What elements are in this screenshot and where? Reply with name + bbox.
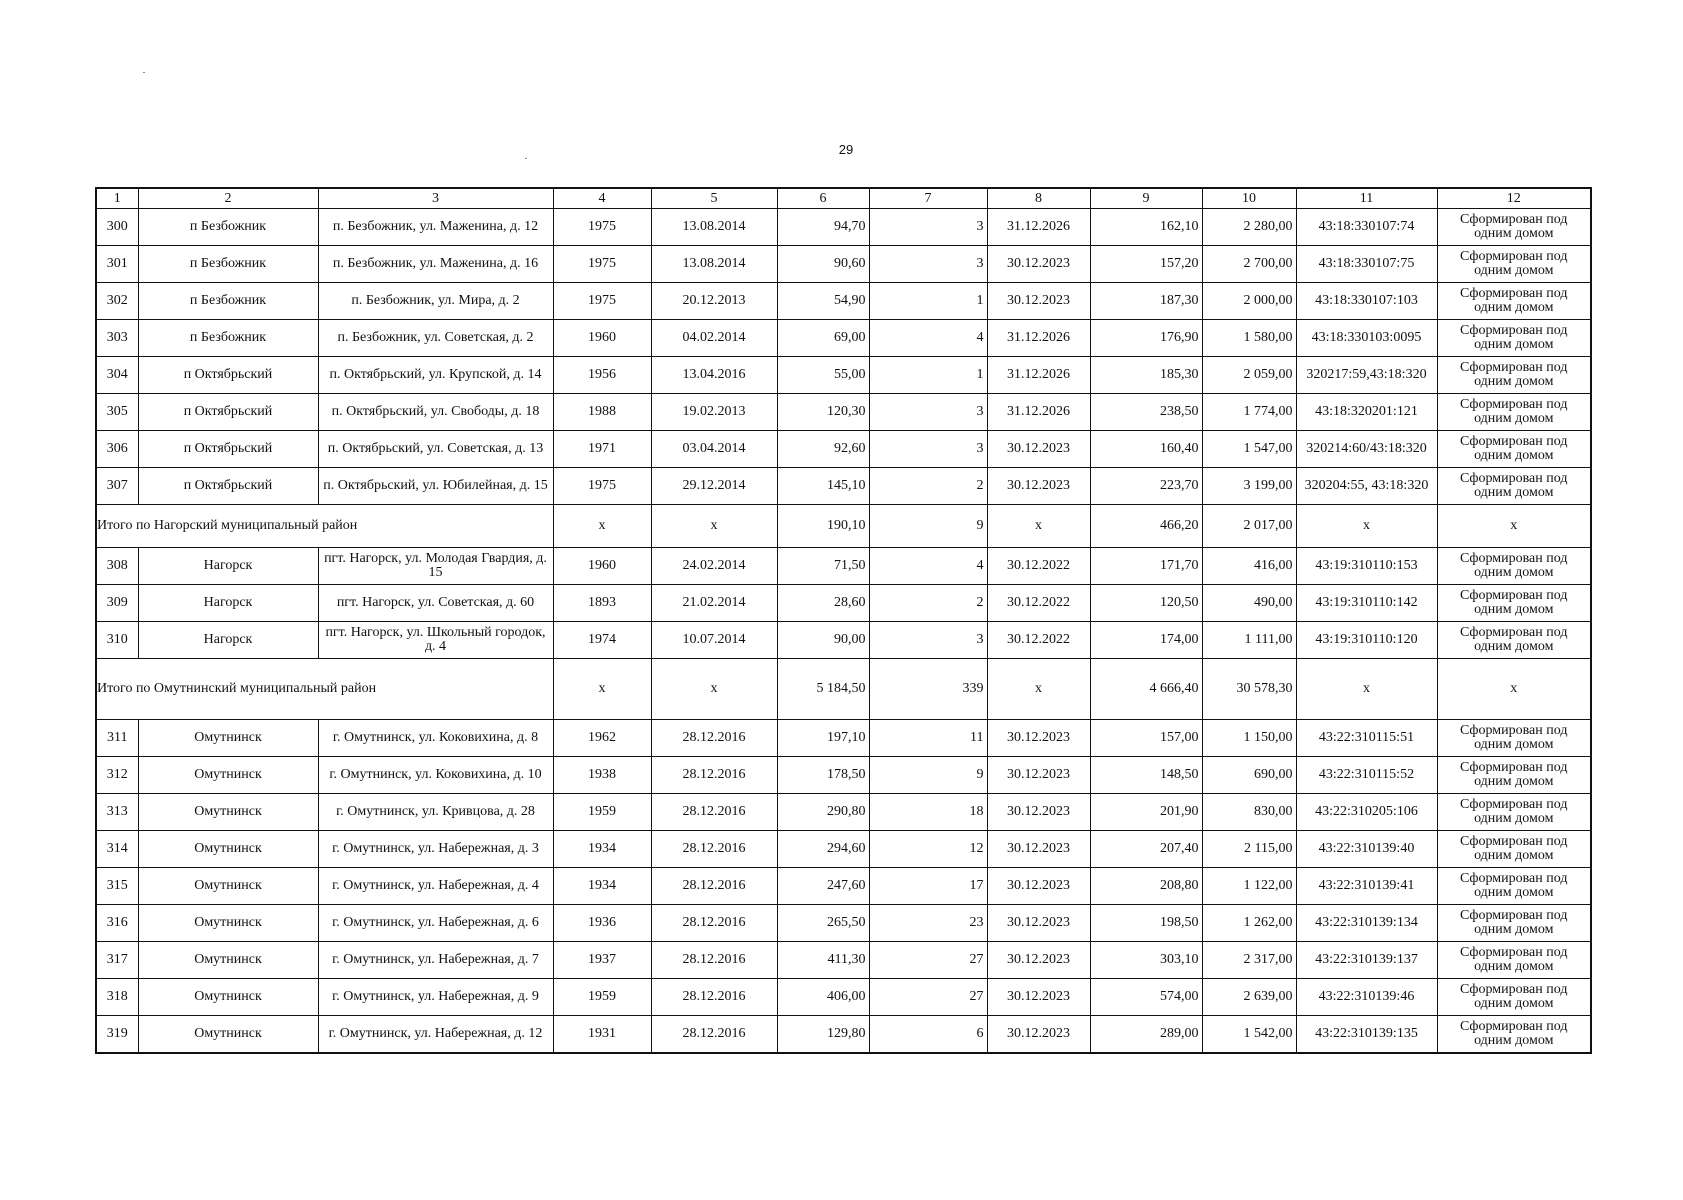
table-row: [96, 357, 1591, 394]
residents-cell: 2: [869, 468, 987, 505]
residents-cell: 1: [869, 357, 987, 394]
row-number-cell: 311: [96, 720, 138, 757]
table-row: [96, 622, 1591, 659]
row-number-cell: 309: [96, 585, 138, 622]
value-9-cell: 160,40: [1090, 431, 1202, 468]
column-number-10: 10: [1202, 188, 1296, 209]
value-9-cell: 157,20: [1090, 246, 1202, 283]
value-10-cell: 2 017,00: [1202, 505, 1296, 548]
row-number-cell: 305: [96, 394, 138, 431]
cadastral-number-cell: 43:22:310139:137: [1296, 942, 1437, 979]
value-10-cell: 2 280,00: [1202, 209, 1296, 246]
area-cell: 120,30: [777, 394, 869, 431]
settlement-cell: Омутнинск: [138, 831, 318, 868]
value-9-cell: 466,20: [1090, 505, 1202, 548]
date-cell: x: [651, 505, 777, 548]
table-row: [96, 283, 1591, 320]
residents-cell: 3: [869, 431, 987, 468]
table-row: [96, 831, 1591, 868]
table-row: [96, 905, 1591, 942]
residents-cell: 1: [869, 283, 987, 320]
residents-cell: 11: [869, 720, 987, 757]
land-status-cell: Сформирован под одним домом: [1437, 794, 1591, 831]
row-number-cell: 318: [96, 979, 138, 1016]
land-status-cell: Сформирован под одним домом: [1437, 468, 1591, 505]
year-cell: 1934: [553, 831, 651, 868]
date-cell: 21.02.2014: [651, 585, 777, 622]
date-cell: 19.02.2013: [651, 394, 777, 431]
settlement-cell: Омутнинск: [138, 720, 318, 757]
value-9-cell: 238,50: [1090, 394, 1202, 431]
value-9-cell: 148,50: [1090, 757, 1202, 794]
cadastral-number-cell: 43:22:310139:134: [1296, 905, 1437, 942]
table-row: [96, 979, 1591, 1016]
cadastral-number-cell: 43:18:330107:75: [1296, 246, 1437, 283]
housing-registry-table: [95, 187, 1592, 1054]
cadastral-number-cell: 43:22:310139:135: [1296, 1016, 1437, 1054]
date-cell: 13.08.2014: [651, 209, 777, 246]
date-cell: 29.12.2014: [651, 468, 777, 505]
subtotal-row: [96, 659, 1591, 720]
area-cell: 28,60: [777, 585, 869, 622]
year-cell: 1988: [553, 394, 651, 431]
value-10-cell: 2 639,00: [1202, 979, 1296, 1016]
row-number-cell: 315: [96, 868, 138, 905]
value-10-cell: 1 111,00: [1202, 622, 1296, 659]
settlement-cell: Омутнинск: [138, 979, 318, 1016]
residents-cell: 17: [869, 868, 987, 905]
column-number-9: 9: [1090, 188, 1202, 209]
date-cell: 28.12.2016: [651, 942, 777, 979]
row-number-cell: 308: [96, 548, 138, 585]
row-number-cell: 317: [96, 942, 138, 979]
cadastral-number-cell: x: [1296, 659, 1437, 720]
row-number-cell: 301: [96, 246, 138, 283]
date-cell: 28.12.2016: [651, 905, 777, 942]
cadastral-number-cell: 43:18:330107:74: [1296, 209, 1437, 246]
area-cell: 406,00: [777, 979, 869, 1016]
value-9-cell: 174,00: [1090, 622, 1202, 659]
area-cell: 294,60: [777, 831, 869, 868]
area-cell: 129,80: [777, 1016, 869, 1054]
table-row: [96, 468, 1591, 505]
table-row: [96, 246, 1591, 283]
land-status-cell: Сформирован под одним домом: [1437, 209, 1591, 246]
area-cell: 190,10: [777, 505, 869, 548]
value-10-cell: 1 150,00: [1202, 720, 1296, 757]
row-number-cell: 314: [96, 831, 138, 868]
date-cell: 03.04.2014: [651, 431, 777, 468]
deadline-cell: 31.12.2026: [987, 209, 1090, 246]
value-10-cell: 1 774,00: [1202, 394, 1296, 431]
table-header-row: [96, 188, 1591, 209]
date-cell: 28.12.2016: [651, 757, 777, 794]
year-cell: 1975: [553, 468, 651, 505]
table-row: [96, 209, 1591, 246]
area-cell: 90,60: [777, 246, 869, 283]
area-cell: 92,60: [777, 431, 869, 468]
area-cell: 54,90: [777, 283, 869, 320]
year-cell: 1938: [553, 757, 651, 794]
land-status-cell: Сформирован под одним домом: [1437, 357, 1591, 394]
column-number-1: 1: [96, 188, 138, 209]
cadastral-number-cell: 43:19:310110:153: [1296, 548, 1437, 585]
land-status-cell: Сформирован под одним домом: [1437, 720, 1591, 757]
value-9-cell: 198,50: [1090, 905, 1202, 942]
deadline-cell: 30.12.2023: [987, 720, 1090, 757]
settlement-cell: Нагорск: [138, 585, 318, 622]
area-cell: 55,00: [777, 357, 869, 394]
year-cell: 1962: [553, 720, 651, 757]
value-9-cell: 185,30: [1090, 357, 1202, 394]
settlement-cell: п Октябрьский: [138, 394, 318, 431]
settlement-cell: п Октябрьский: [138, 431, 318, 468]
table-row: [96, 1016, 1591, 1054]
row-number-cell: 316: [96, 905, 138, 942]
column-number-5: 5: [651, 188, 777, 209]
land-status-cell: Сформирован под одним домом: [1437, 585, 1591, 622]
residents-cell: 9: [869, 505, 987, 548]
cadastral-number-cell: 43:22:310139:41: [1296, 868, 1437, 905]
row-number-cell: 313: [96, 794, 138, 831]
value-10-cell: 2 000,00: [1202, 283, 1296, 320]
table-row: [96, 942, 1591, 979]
address-cell: пгт. Нагорск, ул. Школьный городок, д. 4: [318, 622, 553, 659]
land-status-cell: Сформирован под одним домом: [1437, 548, 1591, 585]
row-number-cell: 306: [96, 431, 138, 468]
residents-cell: 3: [869, 394, 987, 431]
address-cell: п. Безбожник, ул. Мира, д. 2: [318, 283, 553, 320]
deadline-cell: 30.12.2022: [987, 622, 1090, 659]
value-10-cell: 2 115,00: [1202, 831, 1296, 868]
value-10-cell: 830,00: [1202, 794, 1296, 831]
settlement-cell: Омутнинск: [138, 1016, 318, 1054]
residents-cell: 12: [869, 831, 987, 868]
cadastral-number-cell: 43:22:310205:106: [1296, 794, 1437, 831]
column-number-7: 7: [869, 188, 987, 209]
settlement-cell: п Безбожник: [138, 246, 318, 283]
residents-cell: 23: [869, 905, 987, 942]
cadastral-number-cell: 43:19:310110:120: [1296, 622, 1437, 659]
address-cell: п. Октябрьский, ул. Крупской, д. 14: [318, 357, 553, 394]
subtotal-label: Итого по Омутнинский муниципальный район: [96, 659, 553, 720]
value-9-cell: 289,00: [1090, 1016, 1202, 1054]
row-number-cell: 307: [96, 468, 138, 505]
date-cell: 24.02.2014: [651, 548, 777, 585]
year-cell: 1971: [553, 431, 651, 468]
settlement-cell: п Безбожник: [138, 283, 318, 320]
table-row: [96, 394, 1591, 431]
deadline-cell: x: [987, 659, 1090, 720]
table-row: [96, 585, 1591, 622]
value-10-cell: 1 547,00: [1202, 431, 1296, 468]
settlement-cell: п Октябрьский: [138, 357, 318, 394]
address-cell: пгт. Нагорск, ул. Советская, д. 60: [318, 585, 553, 622]
date-cell: 20.12.2013: [651, 283, 777, 320]
table-row: [96, 720, 1591, 757]
land-status-cell: Сформирован под одним домом: [1437, 979, 1591, 1016]
year-cell: 1956: [553, 357, 651, 394]
settlement-cell: Омутнинск: [138, 757, 318, 794]
settlement-cell: Омутнинск: [138, 794, 318, 831]
year-cell: 1975: [553, 246, 651, 283]
table-row: [96, 757, 1591, 794]
deadline-cell: 31.12.2026: [987, 320, 1090, 357]
area-cell: 71,50: [777, 548, 869, 585]
land-status-cell: Сформирован под одним домом: [1437, 246, 1591, 283]
date-cell: 28.12.2016: [651, 794, 777, 831]
address-cell: г. Омутнинск, ул. Коковихина, д. 10: [318, 757, 553, 794]
year-cell: 1936: [553, 905, 651, 942]
area-cell: 94,70: [777, 209, 869, 246]
deadline-cell: 30.12.2023: [987, 831, 1090, 868]
land-status-cell: Сформирован под одним домом: [1437, 757, 1591, 794]
row-number-cell: 310: [96, 622, 138, 659]
value-10-cell: 1 542,00: [1202, 1016, 1296, 1054]
value-10-cell: 490,00: [1202, 585, 1296, 622]
deadline-cell: 30.12.2023: [987, 757, 1090, 794]
cadastral-number-cell: 43:22:310139:40: [1296, 831, 1437, 868]
year-cell: 1931: [553, 1016, 651, 1054]
year-cell: 1975: [553, 283, 651, 320]
area-cell: 69,00: [777, 320, 869, 357]
address-cell: г. Омутнинск, ул. Набережная, д. 6: [318, 905, 553, 942]
residents-cell: 27: [869, 979, 987, 1016]
area-cell: 178,50: [777, 757, 869, 794]
address-cell: п. Безбожник, ул. Советская, д. 2: [318, 320, 553, 357]
residents-cell: 339: [869, 659, 987, 720]
deadline-cell: 30.12.2023: [987, 942, 1090, 979]
residents-cell: 3: [869, 622, 987, 659]
date-cell: 04.02.2014: [651, 320, 777, 357]
row-number-cell: 302: [96, 283, 138, 320]
deadline-cell: 30.12.2023: [987, 905, 1090, 942]
settlement-cell: Нагорск: [138, 548, 318, 585]
cadastral-number-cell: 43:18:330103:0095: [1296, 320, 1437, 357]
area-cell: 90,00: [777, 622, 869, 659]
date-cell: 13.04.2016: [651, 357, 777, 394]
residents-cell: 4: [869, 320, 987, 357]
row-number-cell: 303: [96, 320, 138, 357]
column-number-11: 11: [1296, 188, 1437, 209]
land-status-cell: Сформирован под одним домом: [1437, 1016, 1591, 1054]
year-cell: x: [553, 505, 651, 548]
settlement-cell: Омутнинск: [138, 942, 318, 979]
column-number-8: 8: [987, 188, 1090, 209]
date-cell: 28.12.2016: [651, 720, 777, 757]
land-status-cell: Сформирован под одним домом: [1437, 394, 1591, 431]
value-10-cell: 1 262,00: [1202, 905, 1296, 942]
value-10-cell: 1 122,00: [1202, 868, 1296, 905]
column-number-12: 12: [1437, 188, 1591, 209]
residents-cell: 3: [869, 246, 987, 283]
area-cell: 145,10: [777, 468, 869, 505]
area-cell: 247,60: [777, 868, 869, 905]
value-9-cell: 171,70: [1090, 548, 1202, 585]
year-cell: 1893: [553, 585, 651, 622]
land-status-cell: Сформирован под одним домом: [1437, 942, 1591, 979]
column-number-2: 2: [138, 188, 318, 209]
table-row: [96, 431, 1591, 468]
land-status-cell: Сформирован под одним домом: [1437, 868, 1591, 905]
cadastral-number-cell: 43:19:310110:142: [1296, 585, 1437, 622]
land-status-cell: x: [1437, 505, 1591, 548]
cadastral-number-cell: 43:18:320201:121: [1296, 394, 1437, 431]
row-number-cell: 304: [96, 357, 138, 394]
row-number-cell: 319: [96, 1016, 138, 1054]
settlement-cell: п Безбожник: [138, 320, 318, 357]
value-9-cell: 207,40: [1090, 831, 1202, 868]
deadline-cell: 30.12.2023: [987, 246, 1090, 283]
value-10-cell: 3 199,00: [1202, 468, 1296, 505]
settlement-cell: Омутнинск: [138, 905, 318, 942]
date-cell: 10.07.2014: [651, 622, 777, 659]
year-cell: 1975: [553, 209, 651, 246]
year-cell: 1959: [553, 979, 651, 1016]
deadline-cell: 30.12.2022: [987, 585, 1090, 622]
cadastral-number-cell: x: [1296, 505, 1437, 548]
residents-cell: 18: [869, 794, 987, 831]
address-cell: пгт. Нагорск, ул. Молодая Гвардия, д. 15: [318, 548, 553, 585]
residents-cell: 27: [869, 942, 987, 979]
deadline-cell: 30.12.2023: [987, 979, 1090, 1016]
cadastral-number-cell: 43:22:310115:51: [1296, 720, 1437, 757]
land-status-cell: Сформирован под одним домом: [1437, 320, 1591, 357]
year-cell: 1960: [553, 320, 651, 357]
address-cell: г. Омутнинск, ул. Набережная, д. 12: [318, 1016, 553, 1054]
value-10-cell: 2 700,00: [1202, 246, 1296, 283]
page-number: 29: [838, 142, 854, 157]
deadline-cell: 30.12.2023: [987, 283, 1090, 320]
value-9-cell: 303,10: [1090, 942, 1202, 979]
address-cell: г. Омутнинск, ул. Коковихина, д. 8: [318, 720, 553, 757]
deadline-cell: 30.12.2023: [987, 431, 1090, 468]
area-cell: 411,30: [777, 942, 869, 979]
address-cell: г. Омутнинск, ул. Набережная, д. 4: [318, 868, 553, 905]
year-cell: 1960: [553, 548, 651, 585]
value-9-cell: 187,30: [1090, 283, 1202, 320]
cadastral-number-cell: 320214:60/43:18:320: [1296, 431, 1437, 468]
cadastral-number-cell: 43:22:310139:46: [1296, 979, 1437, 1016]
column-number-3: 3: [318, 188, 553, 209]
column-number-6: 6: [777, 188, 869, 209]
land-status-cell: Сформирован под одним домом: [1437, 905, 1591, 942]
deadline-cell: 30.12.2023: [987, 794, 1090, 831]
address-cell: г. Омутнинск, ул. Набережная, д. 3: [318, 831, 553, 868]
settlement-cell: Нагорск: [138, 622, 318, 659]
table-row: [96, 794, 1591, 831]
value-9-cell: 157,00: [1090, 720, 1202, 757]
date-cell: 28.12.2016: [651, 831, 777, 868]
land-status-cell: x: [1437, 659, 1591, 720]
address-cell: г. Омутнинск, ул. Набережная, д. 9: [318, 979, 553, 1016]
date-cell: 28.12.2016: [651, 979, 777, 1016]
subtotal-label: Итого по Нагорский муниципальный район: [96, 505, 553, 548]
deadline-cell: 30.12.2022: [987, 548, 1090, 585]
address-cell: п. Безбожник, ул. Маженина, д. 16: [318, 246, 553, 283]
residents-cell: 4: [869, 548, 987, 585]
date-cell: 28.12.2016: [651, 1016, 777, 1054]
settlement-cell: п Октябрьский: [138, 468, 318, 505]
year-cell: 1937: [553, 942, 651, 979]
address-cell: п. Октябрьский, ул. Юбилейная, д. 15: [318, 468, 553, 505]
deadline-cell: 30.12.2023: [987, 468, 1090, 505]
year-cell: 1934: [553, 868, 651, 905]
address-cell: п. Октябрьский, ул. Свободы, д. 18: [318, 394, 553, 431]
row-number-cell: 300: [96, 209, 138, 246]
table-row: [96, 868, 1591, 905]
column-number-4: 4: [553, 188, 651, 209]
deadline-cell: 31.12.2026: [987, 394, 1090, 431]
value-9-cell: 201,90: [1090, 794, 1202, 831]
date-cell: 28.12.2016: [651, 868, 777, 905]
value-9-cell: 208,80: [1090, 868, 1202, 905]
value-10-cell: 1 580,00: [1202, 320, 1296, 357]
value-10-cell: 690,00: [1202, 757, 1296, 794]
land-status-cell: Сформирован под одним домом: [1437, 622, 1591, 659]
table-row: [96, 320, 1591, 357]
area-cell: 197,10: [777, 720, 869, 757]
subtotal-row: [96, 505, 1591, 548]
value-10-cell: 416,00: [1202, 548, 1296, 585]
land-status-cell: Сформирован под одним домом: [1437, 283, 1591, 320]
year-cell: 1974: [553, 622, 651, 659]
row-number-cell: 312: [96, 757, 138, 794]
value-10-cell: 30 578,30: [1202, 659, 1296, 720]
year-cell: 1959: [553, 794, 651, 831]
value-9-cell: 162,10: [1090, 209, 1202, 246]
value-10-cell: 2 317,00: [1202, 942, 1296, 979]
value-9-cell: 223,70: [1090, 468, 1202, 505]
area-cell: 290,80: [777, 794, 869, 831]
deadline-cell: x: [987, 505, 1090, 548]
residents-cell: 9: [869, 757, 987, 794]
cadastral-number-cell: 320217:59,43:18:320: [1296, 357, 1437, 394]
cadastral-number-cell: 320204:55, 43:18:320: [1296, 468, 1437, 505]
cadastral-number-cell: 43:22:310115:52: [1296, 757, 1437, 794]
value-9-cell: 4 666,40: [1090, 659, 1202, 720]
value-9-cell: 176,90: [1090, 320, 1202, 357]
land-status-cell: Сформирован под одним домом: [1437, 831, 1591, 868]
deadline-cell: 30.12.2023: [987, 868, 1090, 905]
residents-cell: 2: [869, 585, 987, 622]
value-9-cell: 120,50: [1090, 585, 1202, 622]
date-cell: x: [651, 659, 777, 720]
settlement-cell: п Безбожник: [138, 209, 318, 246]
cadastral-number-cell: 43:18:330107:103: [1296, 283, 1437, 320]
table-row: [96, 548, 1591, 585]
residents-cell: 3: [869, 209, 987, 246]
settlement-cell: Омутнинск: [138, 868, 318, 905]
date-cell: 13.08.2014: [651, 246, 777, 283]
value-10-cell: 2 059,00: [1202, 357, 1296, 394]
area-cell: 265,50: [777, 905, 869, 942]
deadline-cell: 31.12.2026: [987, 357, 1090, 394]
address-cell: п. Октябрьский, ул. Советская, д. 13: [318, 431, 553, 468]
land-status-cell: Сформирован под одним домом: [1437, 431, 1591, 468]
deadline-cell: 30.12.2023: [987, 1016, 1090, 1054]
area-cell: 5 184,50: [777, 659, 869, 720]
value-9-cell: 574,00: [1090, 979, 1202, 1016]
address-cell: г. Омутнинск, ул. Набережная, д. 7: [318, 942, 553, 979]
year-cell: x: [553, 659, 651, 720]
residents-cell: 6: [869, 1016, 987, 1054]
address-cell: п. Безбожник, ул. Маженина, д. 12: [318, 209, 553, 246]
address-cell: г. Омутнинск, ул. Кривцова, д. 28: [318, 794, 553, 831]
